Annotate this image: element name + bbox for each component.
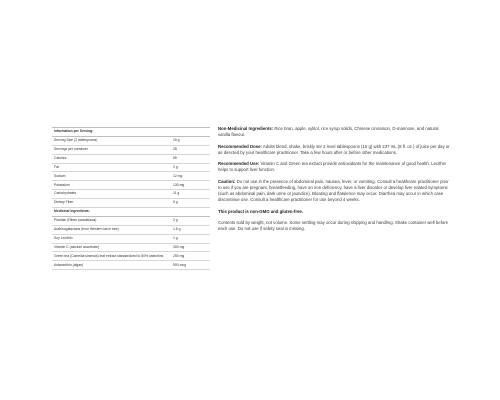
row-value: 300 mg [171,243,210,252]
row-value: 55 [171,154,210,163]
row-value: 15 g [171,136,210,145]
row-label: Potassium [52,181,171,190]
row-value: 11 g [171,190,210,199]
row-value: 1 g [171,234,210,243]
row-label: Plantain (Ribes paradisiaca) [52,216,171,225]
caution-label: Caution: [218,178,236,184]
caution-paragraph [218,179,450,203]
table-row [52,145,210,154]
row-label: Astaxanthin (algae) [52,261,171,270]
row-value: 1.5 g [171,225,210,234]
table-section-header [52,208,210,217]
recommended-dose-text: Adults blend, shake, briskly stir 2 level tablespoons (15 g) with 237 mL (8 fl. oz.) of juice per day or as directed by your healthcare practitioner. Take a few hours after or before other medications. [218,143,450,155]
contents-note-paragraph [218,220,450,232]
recommended-use-text: Vitamin C and Green tea extract provide antioxidants for the maintenance of good health. Lecithin helps to support liver function. [218,161,447,173]
table-row [52,136,210,145]
row-value: 2 g [171,216,210,225]
medicinal-ingredient-row [52,243,210,252]
row-value: 5 g [171,199,210,208]
row-label: Vitamin C (calcium ascorbate) [52,243,171,252]
row-label: Soy Lecithin [52,234,171,243]
nutrition-info-table [52,127,210,270]
row-value: 12 mg [171,172,210,181]
table-row [52,190,210,199]
non-medicinal-ingredients-label: Non-Medicinal Ingredients: [218,126,274,131]
contents-note: Contents sold by weight, not volume. Some settling may occur during shipping and handling. Shake container well before each use. Do not use if safety seal is missing. [218,219,449,232]
row-label: Carbohydrates [52,190,171,199]
row-label: Servings per container [52,145,171,154]
recommended-use-label: Recommended Use: [218,161,260,167]
recommended-dose-label: Recommended Dose: [218,143,262,149]
table-row [52,154,210,163]
table-row [52,172,210,181]
row-label: Serving Size (2 tablespoons) [52,136,171,145]
recommended-dose-paragraph [218,144,450,156]
medicinal-ingredient-row [52,225,210,234]
row-label: Green tea (Camellia sinensis) leaf extract standardized to 60% catechins [52,252,171,261]
medicinal-ingredient-row [52,252,210,261]
row-label: Arabinogalactans (from Western larch tree) [52,225,171,234]
row-label: Fat [52,163,171,172]
table-row [52,199,210,208]
caution-text: Do not use in the presence of abdominal pain, nausea, fever, or vomiting. Consult a healthcare practitioner prior to use if you are pregnant, breastfeeding, have an iron deficiency, have a liver disorder or develop liver related symptoms (such as abdominal pain, dark urine or jaundice). Bloating and flatulence may occur. Diarrhea may occur in which case discontinue use. Consult a healthcare practitioner for use beyond 4 weeks. [218,178,449,203]
gmo-statement-paragraph [218,209,450,215]
row-label: Dietary Fiber [52,199,171,208]
medicinal-ingredients-header: Medicinal Ingredients: [52,208,210,217]
medicinal-ingredient-row [52,234,210,243]
table-section-header [52,128,210,137]
medicinal-ingredient-row [52,216,210,225]
recommended-use-paragraph [218,161,450,173]
table-row [52,163,210,172]
row-value: 2 g [171,163,210,172]
row-value: 130 mg [171,181,210,190]
row-value: 28 [171,145,210,154]
medicinal-ingredient-row [52,261,210,270]
gmo-statement: This product is non-GMO and gluten-free. [218,208,303,214]
table-row [52,181,210,190]
non-medicinal-ingredients-paragraph [218,126,450,138]
non-medicinal-ingredients-text: Rice bran, apple, xylitol, rice syrup solids, Chinese cinnamon, D-mannose, and natural vanilla flavour. [218,126,439,138]
row-label: Calories [52,154,171,163]
row-label: Sodium [52,172,171,181]
row-value: 250 mg [171,252,210,261]
info-per-serving-header: Information per Serving: [52,128,210,137]
row-value: 900 mcg [171,261,210,270]
product-description [218,126,450,238]
